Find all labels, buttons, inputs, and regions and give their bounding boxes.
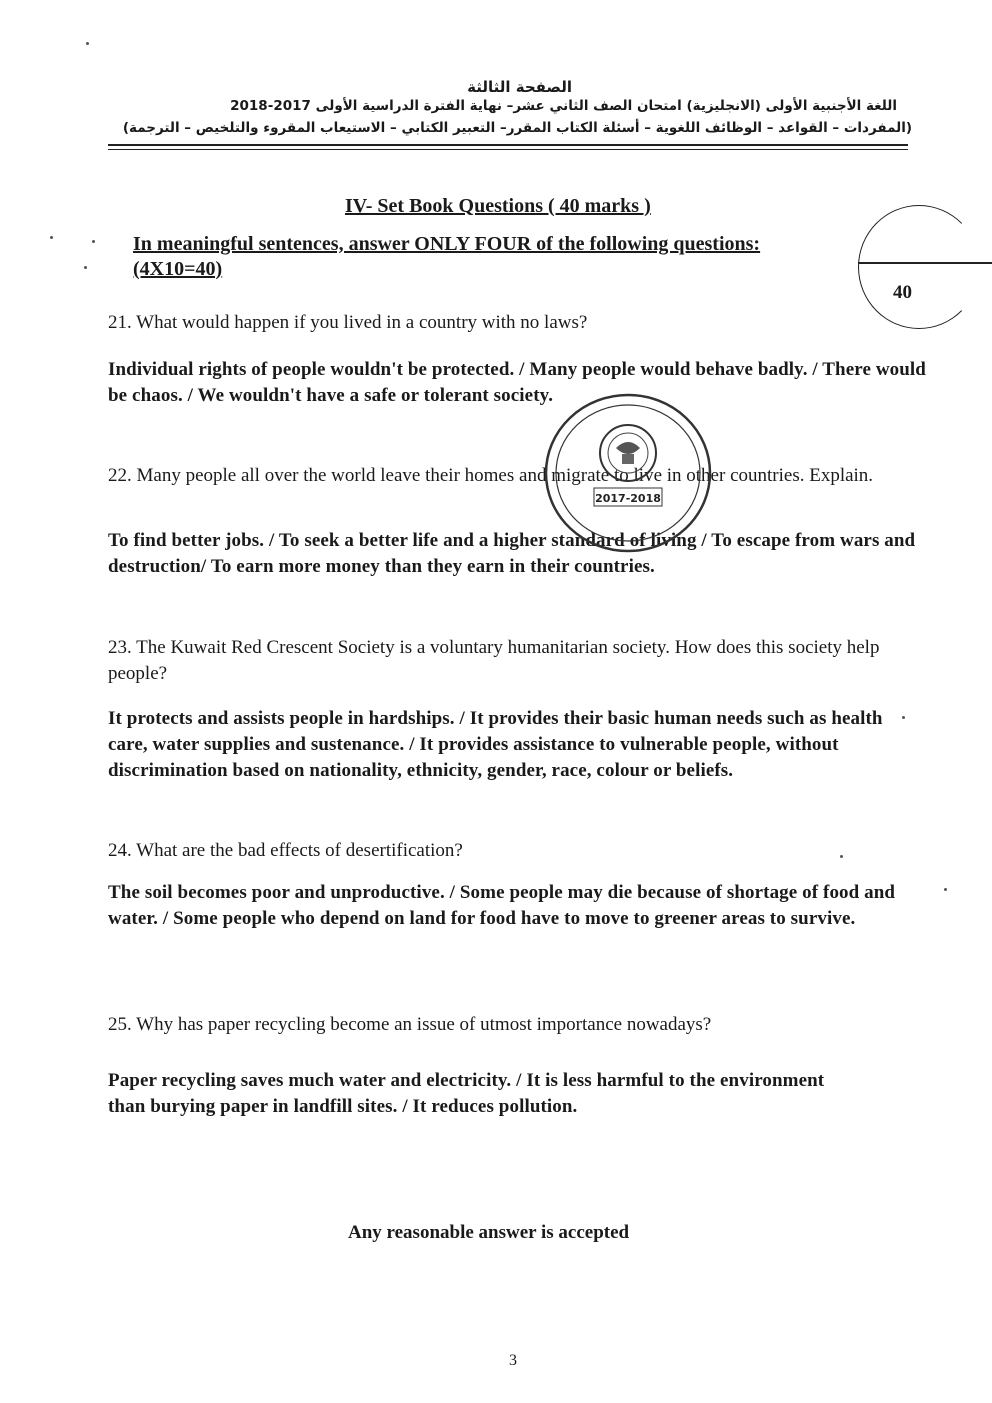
question-23: 23. The Kuwait Red Crescent Society is a voluntary humanitarian society. How does this society help people?	[108, 637, 880, 684]
question-21: 21. What would happen if you lived in a country with no laws?	[108, 312, 588, 333]
page-header-title: الصفحة الثالثة	[467, 78, 572, 96]
marks-formula: (4X10=40)	[133, 258, 223, 280]
score-divider	[858, 262, 992, 264]
scan-speck	[50, 236, 53, 239]
exam-topics: (المفردات – القواعد – الوظائف اللغوية – أسئلة الكتاب المقرر– التعبير الكتابي – الاستيعاب المقروء والتلخيص – الترجمة)	[122, 120, 912, 136]
scan-speck	[944, 888, 947, 891]
instruction-text: In meaningful sentences, answer ONLY FOUR of the following questions:	[133, 233, 761, 255]
header-divider	[108, 144, 908, 146]
score-total: 40	[893, 282, 912, 303]
exam-subtitle: اللغة الأجنبية الأولى (الانجليزية) امتحان الصف الثاني عشر– نهاية الفترة الدراسية الأولى 2017-2018	[230, 98, 897, 114]
instructions	[133, 232, 863, 282]
question-25: 25. Why has paper recycling become an issue of utmost importance nowadays?	[108, 1014, 712, 1035]
answer-23: It protects and assists people in hardships. / It provides their basic human needs such as health care, water supplies and sustenance. / It provides assistance to vulnerable people, without discrimination based on nationality, ethnicity, gender, race, colour or beliefs.	[108, 708, 883, 781]
answer-21: Individual rights of people wouldn't be protected. / Many people would behave badly. / There would be chaos. / We wouldn't have a safe or tolerant society.	[108, 359, 926, 406]
scan-speck	[86, 42, 89, 45]
scan-speck	[902, 716, 905, 719]
section-title: IV- Set Book Questions ( 40 marks )	[345, 195, 651, 217]
scan-speck	[92, 240, 95, 243]
stamp-years: 2017-2018	[595, 492, 661, 505]
question-24: 24. What are the bad effects of desertification?	[108, 840, 463, 861]
answer-25: Paper recycling saves much water and electricity. / It is less harmful to the environment than burying paper in landfill sites. / It reduces pollution.	[108, 1070, 825, 1117]
stamp-seal-icon	[538, 388, 718, 558]
answer-22: To find better jobs. / To seek a better life and a higher standard of living / To escape from wars and destruction/ To earn more money than they earn in their countries.	[108, 530, 916, 577]
header-divider-thin	[108, 149, 908, 150]
footer-note: Any reasonable answer is accepted	[348, 1222, 630, 1243]
question-22: 22. Many people all over the world leave their homes and migrate to live in other countries. Explain.	[108, 465, 874, 486]
answer-24: The soil becomes poor and unproductive. / Some people may die because of shortage of food and water. / Some people who depend on land for food have to move to greener areas to survive.	[108, 882, 896, 929]
ministry-stamp	[538, 388, 718, 563]
scan-speck	[840, 855, 843, 858]
scan-speck	[84, 266, 87, 269]
page-number: 3	[509, 1352, 517, 1369]
